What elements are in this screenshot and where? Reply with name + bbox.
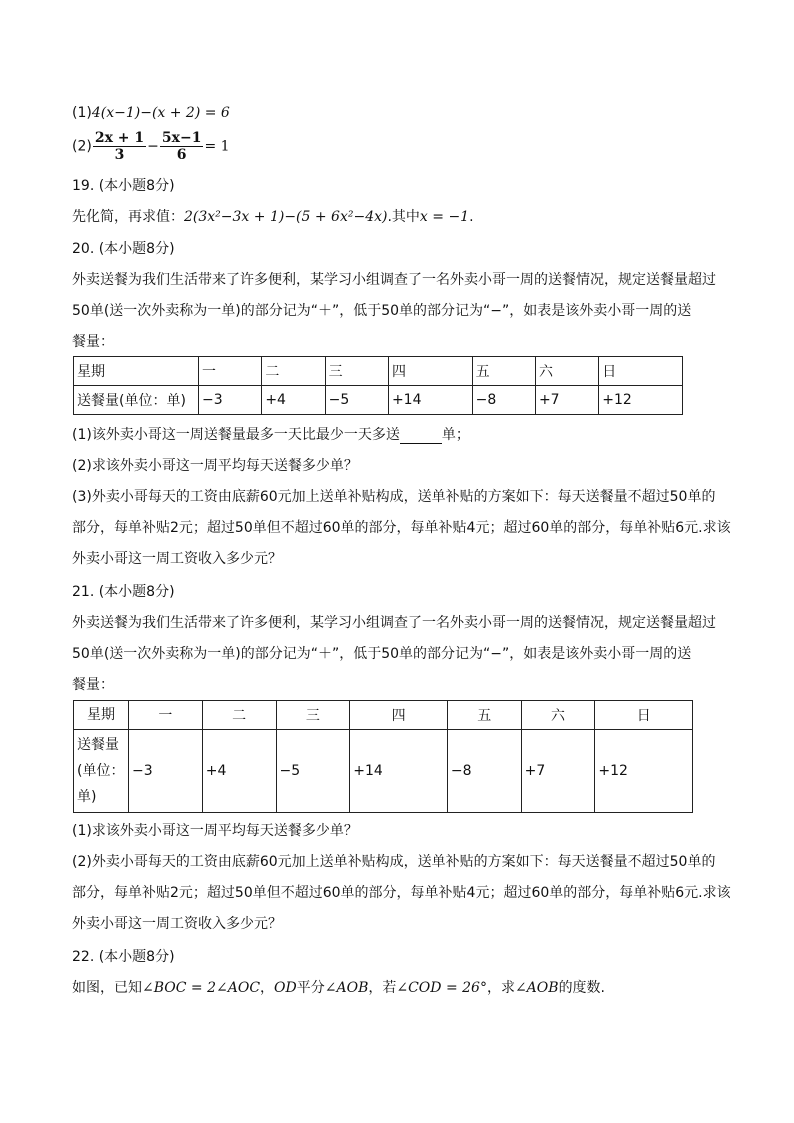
table-cell: +12	[595, 730, 693, 813]
q21-sub-1: (1)求该外卖小哥这一周平均每天送餐多少单？	[72, 823, 358, 839]
q20-table	[73, 356, 683, 415]
table-cell: 三	[276, 701, 350, 730]
table-cell: 三	[325, 357, 388, 386]
table-cell: −8	[472, 386, 535, 415]
q20-table-data-row	[74, 386, 683, 415]
table-cell: −8	[447, 730, 521, 813]
table-cell: 日	[595, 701, 693, 730]
fraction-2	[160, 130, 204, 163]
q22-text-part: 的度数.	[558, 980, 606, 996]
equation-1-label: (1)	[72, 105, 92, 121]
q20-sub-1-text: (1)该外卖小哥这一周送餐量最多一天比最少一天多送	[72, 427, 400, 443]
minus-sign: −	[147, 138, 159, 155]
q20-paragraph-line-1: 外卖送餐为我们生活带来了许多便利，某学习小组调查了一名外卖小哥一周的送餐情况，规定送餐量超过	[72, 272, 716, 288]
table-cell: −3	[129, 730, 203, 813]
table-cell: 五	[447, 701, 521, 730]
q21-paragraph-line-1: 外卖送餐为我们生活带来了许多便利，某学习小组调查了一名外卖小哥一周的送餐情况，规定送餐量超过	[72, 615, 716, 631]
table-cell: +4	[202, 730, 276, 813]
table-cell: +7	[521, 730, 595, 813]
fraction-1	[93, 130, 146, 163]
table-cell: 四	[388, 357, 472, 386]
table-cell: +14	[388, 386, 472, 415]
equation-1-expr: 4(x−1)−(x + 2) = 6	[91, 105, 230, 121]
q22-text-part: 平分	[296, 980, 325, 996]
table-cell: 送餐量(单位：单)	[74, 386, 199, 415]
q21-table-data-row	[74, 730, 693, 813]
q21-heading: 21. (本小题8分)	[72, 584, 175, 600]
equation-2-label: (2)	[72, 138, 92, 155]
q22-text-part: 如图，已知	[72, 980, 142, 996]
q19-end: .	[469, 209, 474, 225]
table-cell: 六	[535, 357, 598, 386]
q22-text-part: ，求	[486, 980, 515, 996]
equation-1	[72, 104, 230, 122]
q21-paragraph-line-2: 50单(送一次外卖称为一单)的部分记为“＋”，低于50单的部分记为“−”，如表是该外卖小哥一周的送	[72, 646, 692, 662]
q19-condition: x = −1	[419, 209, 470, 225]
table-cell: −3	[199, 386, 262, 415]
q22-math: ∠AOB	[514, 980, 559, 996]
fraction-1-denominator: 3	[114, 147, 125, 163]
q20-paragraph-line-3: 餐量：	[72, 334, 114, 350]
table-cell: −5	[325, 386, 388, 415]
table-cell: 一	[199, 357, 262, 386]
q20-table-header-row	[74, 357, 683, 386]
q21-sub-2-line-2: 部分，每单补贴2元；超过50单但不超过60单的部分，每单补贴4元；超过60单的部分，每单补贴6元.求该	[72, 885, 731, 901]
table-cell: 五	[472, 357, 535, 386]
table-cell: +12	[599, 386, 683, 415]
q20-heading: 20. (本小题8分)	[72, 241, 175, 257]
q21-sub-2-line-3: 外卖小哥这一周工资收入多少元？	[72, 916, 282, 932]
q20-sub-2: (2)求该外卖小哥这一周平均每天送餐多少单？	[72, 458, 358, 474]
q22-math: ∠COD = 26°	[396, 980, 487, 996]
q19-suffix: .其中	[387, 209, 420, 225]
q22-math: OD	[274, 980, 297, 996]
q21-paragraph-line-3: 餐量：	[72, 677, 114, 693]
q20-sub-3-line-3: 外卖小哥这一周工资收入多少元？	[72, 551, 282, 567]
table-cell: 四	[350, 701, 448, 730]
q22-heading: 22. (本小题8分)	[72, 949, 175, 965]
table-cell: 二	[262, 357, 325, 386]
q22-text-part: ，若	[368, 980, 397, 996]
q21-table	[73, 700, 693, 813]
equation-2	[72, 130, 230, 163]
q20-sub-3-line-1: (3)外卖小哥每天的工资由底薪60元加上送单补贴构成，送单补贴的方案如下：每天送餐量不超过50单的	[72, 489, 716, 505]
q22-text	[72, 979, 605, 997]
q22-math: ∠AOB	[324, 980, 369, 996]
q19-expression: 2(3x²−3x + 1)−(5 + 6x²−4x)	[184, 209, 388, 225]
table-cell: 一	[129, 701, 203, 730]
table-cell: 送餐量(单位：单)	[74, 730, 129, 813]
q21-table-header-row	[74, 701, 693, 730]
table-cell: +4	[262, 386, 325, 415]
q19-prefix: 先化简，再求值：	[72, 209, 184, 225]
q19-text	[72, 208, 474, 226]
q20-sub-1	[72, 426, 470, 444]
q21-sub-2-line-1: (2)外卖小哥每天的工资由底薪60元加上送单补贴构成，送单补贴的方案如下：每天送餐量不超过50单的	[72, 854, 716, 870]
q22-math: ∠BOC = 2∠AOC	[142, 980, 261, 996]
fraction-2-denominator: 6	[176, 147, 187, 163]
q22-text-part: ，	[260, 980, 275, 996]
q19-heading: 19. (本小题8分)	[72, 178, 175, 194]
q20-paragraph-line-2: 50单(送一次外卖称为一单)的部分记为“＋”，低于50单的部分记为“−”，如表是该外卖小哥一周的送	[72, 303, 692, 319]
table-cell: +14	[350, 730, 448, 813]
table-cell: 星期	[74, 357, 199, 386]
table-cell: 二	[202, 701, 276, 730]
table-cell: −5	[276, 730, 350, 813]
table-cell: 日	[599, 357, 683, 386]
table-cell: +7	[535, 386, 598, 415]
answer-blank[interactable]	[400, 429, 442, 444]
q20-sub-3-line-2: 部分，每单补贴2元；超过50单但不超过60单的部分，每单补贴4元；超过60单的部分，每单补贴6元.求该	[72, 520, 731, 536]
fraction-2-numerator: 5x−1	[161, 130, 202, 146]
equation-2-rhs: = 1	[204, 138, 230, 155]
table-cell: 星期	[74, 701, 129, 730]
q20-sub-1-end: 单；	[441, 427, 470, 443]
fraction-1-numerator: 2x + 1	[94, 130, 145, 146]
table-cell: 六	[521, 701, 595, 730]
